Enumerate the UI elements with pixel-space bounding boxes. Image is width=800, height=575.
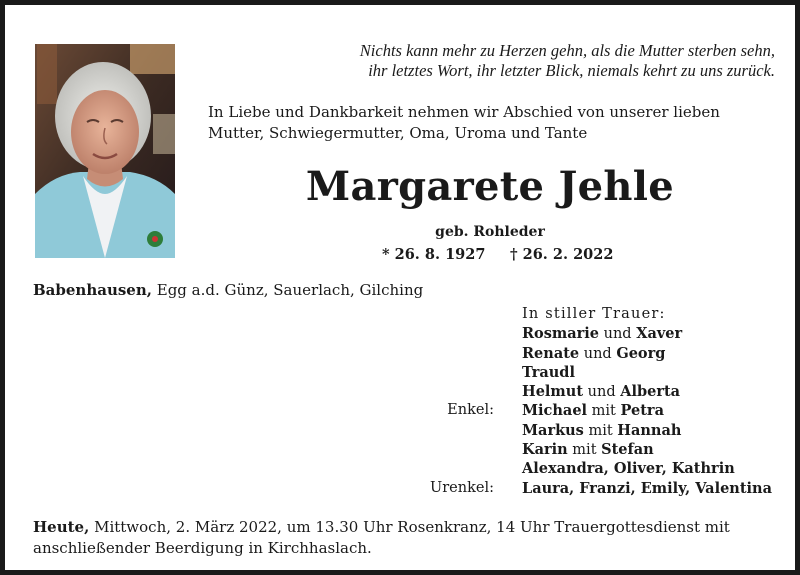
list-item (425, 440, 785, 459)
conjunction: mit (583, 422, 618, 439)
grandchild-name: Markus (522, 421, 584, 439)
intro-line-2: Mutter, Schwiegermutter, Oma, Uroma und Tante (208, 124, 588, 142)
intro-line-1: In Liebe und Dankbarkeit nehmen wir Abschied von unserer lieben (208, 103, 720, 121)
child-name: Rosmarie (522, 325, 599, 343)
mourners-heading: In stiller Trauer: (522, 306, 666, 322)
child-name: Traudl (522, 363, 575, 381)
places-line (33, 280, 533, 300)
urenkel-label: Urenkel: (430, 479, 494, 496)
poem-line-1: Nichts kann mehr zu Herzen gehn, als die Mutter sterben sehn, (359, 41, 775, 60)
grandchild-names: Alexandra, Oliver, Kathrin (522, 460, 735, 478)
list-item (425, 363, 785, 382)
list-item (425, 344, 785, 363)
partner-name: Hannah (617, 421, 682, 439)
today-label: Heute, (33, 518, 90, 536)
partner-name: Petra (620, 402, 664, 420)
conjunction: mit (587, 403, 621, 420)
death-date: † 26. 2. 2022 (510, 246, 614, 263)
grandchild-name: Karin (522, 441, 568, 459)
other-places: Egg a.d. Günz, Sauerlach, Gilching (151, 281, 424, 299)
conjunction: und (599, 326, 637, 343)
partner-name: Georg (616, 344, 666, 362)
farewell-intro (208, 102, 788, 144)
mourners-heading-row (425, 305, 785, 324)
child-name: Renate (522, 344, 580, 362)
birth-name: geb. Rohleder (435, 224, 545, 240)
conjunction: mit (567, 442, 602, 459)
list-item (425, 401, 785, 420)
funeral-info-line-2: anschließender Beerdigung in Kirchhaslach. (33, 539, 372, 557)
portrait-photo-image (35, 44, 175, 258)
funeral-info (33, 517, 773, 559)
enkel-label: Enkel: (447, 402, 494, 419)
funeral-details: Mittwoch, 2. März 2022, um 13.30 Uhr Rosenkranz, 14 Uhr Trauergottesdienst mit (89, 518, 730, 536)
list-item (425, 382, 785, 401)
conjunction: und (579, 345, 617, 362)
list-item (425, 479, 785, 498)
partner-name: Stefan (601, 441, 654, 459)
portrait-photo (35, 44, 175, 258)
mourners-list (425, 305, 785, 498)
poem-verse (325, 41, 775, 81)
list-item (425, 324, 785, 343)
child-name: Helmut (522, 383, 584, 401)
main-place: Babenhausen, (33, 281, 152, 299)
life-dates (382, 245, 622, 265)
deceased-name: Margarete Jehle (305, 163, 675, 210)
partner-name: Alberta (620, 383, 681, 401)
grandchild-name: Michael (522, 402, 588, 420)
conjunction: und (583, 384, 621, 401)
list-item (425, 459, 785, 478)
great-grandchild-names: Laura, Franzi, Emily, Valentina (522, 479, 772, 497)
poem-line-2: ihr letztes Wort, ihr letzter Blick, niemals kehrt zu uns zurück. (368, 61, 775, 80)
birth-date: * 26. 8. 1927 (382, 246, 486, 263)
partner-name: Xaver (636, 325, 683, 343)
funeral-info-line-1 (33, 517, 773, 538)
list-item (425, 421, 785, 440)
